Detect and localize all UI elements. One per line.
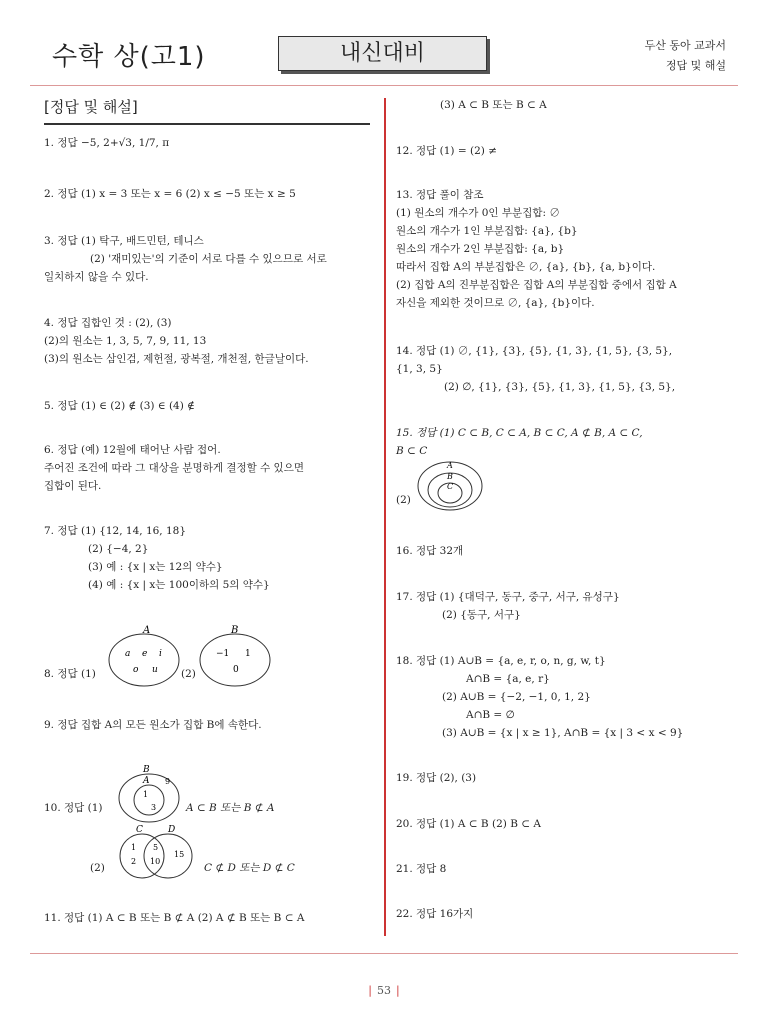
publisher-text: 두산 동아 교과서: [644, 39, 726, 52]
venn-label-a: A: [447, 461, 453, 470]
answer-15-part2: (2): [396, 494, 411, 506]
header-divider: [30, 85, 738, 86]
answer-19: 19. 정답 (2), (3): [396, 772, 477, 784]
answer-7-part3: (3) 예 : {x | x는 12의 약수}: [88, 561, 223, 573]
venn-label-a: A: [143, 625, 151, 636]
element-5: 5: [153, 843, 159, 852]
answer-14: 14. 정답 (1) ∅, {1}, {3}, {5}, {1, 3}, {1, 5}, {3, 5},: [396, 345, 673, 357]
answer-18-intersection1: A∩B = {a, e, r}: [466, 673, 550, 685]
header-right-info: [645, 36, 726, 76]
element-neg1: −1: [216, 649, 230, 659]
venn-diagram-a-in-b: [115, 762, 185, 824]
answer-15: 15. 정답 (1) C ⊂ B, C ⊂ A, B ⊂ C, A ⊄ B, A ⊂ C,: [396, 427, 643, 439]
answer-11: 11. 정답 (1) A ⊂ B 또는 B ⊄ A (2) A ⊄ B 또는 B ⊂ A: [44, 912, 305, 924]
answer-18-part2: (2) A∪B = {−2, −1, 0, 1, 2}: [442, 691, 591, 703]
answer-13-line4: 따라서 집합 A의 부분집합은 ∅, {a}, {b}, {a, b}이다.: [396, 261, 656, 273]
answer-18-intersection2: A∩B = ∅: [466, 709, 515, 721]
venn-diagram-set-b: [198, 622, 272, 688]
answer-6: 6. 정답 (예) 12월에 태어난 사람 접어.: [44, 444, 221, 456]
answer-13-line5: (2) 집합 A의 진부분집합은 집합 A의 부분집합 중에서 집합 A: [396, 279, 677, 291]
element-3: 3: [151, 803, 157, 812]
answer-13-line3: 원소의 개수가 2인 부분집합: {a, b}: [396, 243, 565, 255]
element-2: 2: [131, 857, 137, 866]
venn-label-a: A: [143, 776, 150, 786]
venn-label-c: C: [136, 825, 143, 835]
answer-18-part3: (3) A∪B = {x | x ≥ 1}, A∩B = {x | 3 < x < 9}: [442, 727, 684, 739]
answer-22: 22. 정답 16가지: [396, 908, 474, 920]
answer-1: 1. 정답 −5, 2+√3, 1/7, π: [44, 137, 170, 149]
exam-prep-label-box: 내신대비: [278, 36, 487, 71]
element-1: 1: [143, 790, 149, 799]
nested-venn-diagram: [416, 456, 486, 512]
answer-14-part2: (2) ∅, {1}, {3}, {5}, {1, 3}, {1, 5}, {3, 5},: [444, 381, 676, 393]
answer-21: 21. 정답 8: [396, 863, 447, 875]
answer-7-part2: (2) {−4, 2}: [88, 543, 149, 555]
column-divider: [384, 98, 386, 936]
answer-2: 2. 정답 (1) x = 3 또는 x = 6 (2) x ≤ −5 또는 x ≥ 5: [44, 188, 296, 200]
answer-15-cont: B ⊂ C: [396, 445, 428, 457]
answer-6-detail-cont: 집합이 된다.: [44, 480, 102, 492]
answer-9: 9. 정답 집합 A의 모든 원소가 집합 B에 속한다.: [44, 719, 262, 731]
venn-label-b: B: [143, 765, 150, 775]
section-title-wrap: [44, 96, 370, 125]
answer-4: 4. 정답 집합인 것 : (2), (3): [44, 317, 172, 329]
answer-13: 13. 정답 풀이 참조: [396, 189, 484, 201]
answer-16: 16. 정답 32개: [396, 545, 464, 557]
answer-3-part2-cont: 일치하지 않을 수 있다.: [44, 271, 149, 283]
answer-5: 5. 정답 (1) ∈ (2) ∉ (3) ∈ (4) ∉: [44, 400, 195, 412]
answer-10-relation: A ⊂ B 또는 B ⊄ A: [186, 802, 275, 814]
answer-7: 7. 정답 (1) {12, 14, 16, 18}: [44, 525, 187, 537]
answer-17: 17. 정답 (1) {대덕구, 동구, 중구, 서구, 유성구}: [396, 591, 620, 603]
element-15: 15: [174, 850, 185, 859]
answer-4-detail-2: (2)의 원소는 1, 3, 5, 7, 9, 11, 13: [44, 335, 207, 347]
answer-14-cont: {1, 3, 5}: [396, 363, 443, 375]
element-e: e: [142, 649, 148, 659]
answer-20: 20. 정답 (1) A ⊂ B (2) B ⊂ A: [396, 818, 541, 830]
answer-12: 12. 정답 (1) = (2) ≠: [396, 145, 498, 157]
venn-label-b: B: [447, 472, 453, 481]
answer-18: 18. 정답 (1) A∪B = {a, e, r, o, n, g, w, t}: [396, 655, 606, 667]
venn-diagram-set-a: [107, 622, 181, 688]
answer-8: 8. 정답 (1): [44, 668, 96, 680]
answer-4-detail-3: (3)의 원소는 삼인검, 제헌절, 광복절, 개천절, 한글날이다.: [44, 353, 309, 365]
page-footer: [0, 984, 768, 997]
element-10: 10: [150, 857, 161, 866]
element-1: 1: [131, 843, 137, 852]
answer-7-part4: (4) 예 : {x | x는 100이하의 5의 약수}: [88, 579, 270, 591]
answer-13-line2: 원소의 개수가 1인 부분집합: {a}, {b}: [396, 225, 578, 237]
answer-13-line6: 자신을 제외한 것이므로 ∅, {a}, {b}이다.: [396, 297, 595, 309]
answer-10-part2-relation: C ⊄ D 또는 D ⊄ C: [204, 862, 295, 874]
element-a: a: [125, 649, 131, 659]
element-i: i: [159, 649, 162, 659]
element-u: u: [152, 665, 158, 675]
page-number: 53: [377, 984, 391, 997]
answer-key-label: 정답 및 해설: [665, 59, 726, 72]
element-1: 1: [245, 649, 251, 659]
element-o: o: [133, 665, 139, 675]
venn-diagram-c-d: [114, 823, 198, 881]
answer-8-part2: (2): [181, 668, 196, 680]
answer-6-detail: 주어진 조건에 따라 그 대상을 분명하게 결정할 수 있으면: [44, 462, 304, 474]
section-title: [정답 및 해설]: [44, 96, 370, 125]
document-title: 수학 상(고1): [52, 42, 206, 72]
answer-17-part2: (2) {동구, 서구}: [442, 609, 521, 621]
answer-3-part2: (2) '재미있는'의 기준이 서로 다를 수 있으므로 서로: [90, 253, 327, 265]
venn-label-d: D: [168, 825, 176, 835]
venn-label-b: B: [231, 625, 239, 636]
element-0: 0: [233, 665, 239, 675]
answer-10-part2: (2): [90, 862, 105, 874]
answer-11-part3: (3) A ⊂ B 또는 B ⊂ A: [440, 99, 547, 111]
answer-3: 3. 정답 (1) 탁구, 배드민턴, 테니스: [44, 235, 204, 247]
footer-divider: [30, 953, 738, 954]
answer-10: 10. 정답 (1): [44, 802, 103, 814]
element-9: 9: [165, 777, 171, 786]
answer-13-line1: (1) 원소의 개수가 0인 부분집합: ∅: [396, 207, 560, 219]
venn-label-c: C: [447, 482, 454, 491]
page-bar-left: |: [368, 984, 372, 997]
page-bar-right: |: [396, 984, 400, 997]
